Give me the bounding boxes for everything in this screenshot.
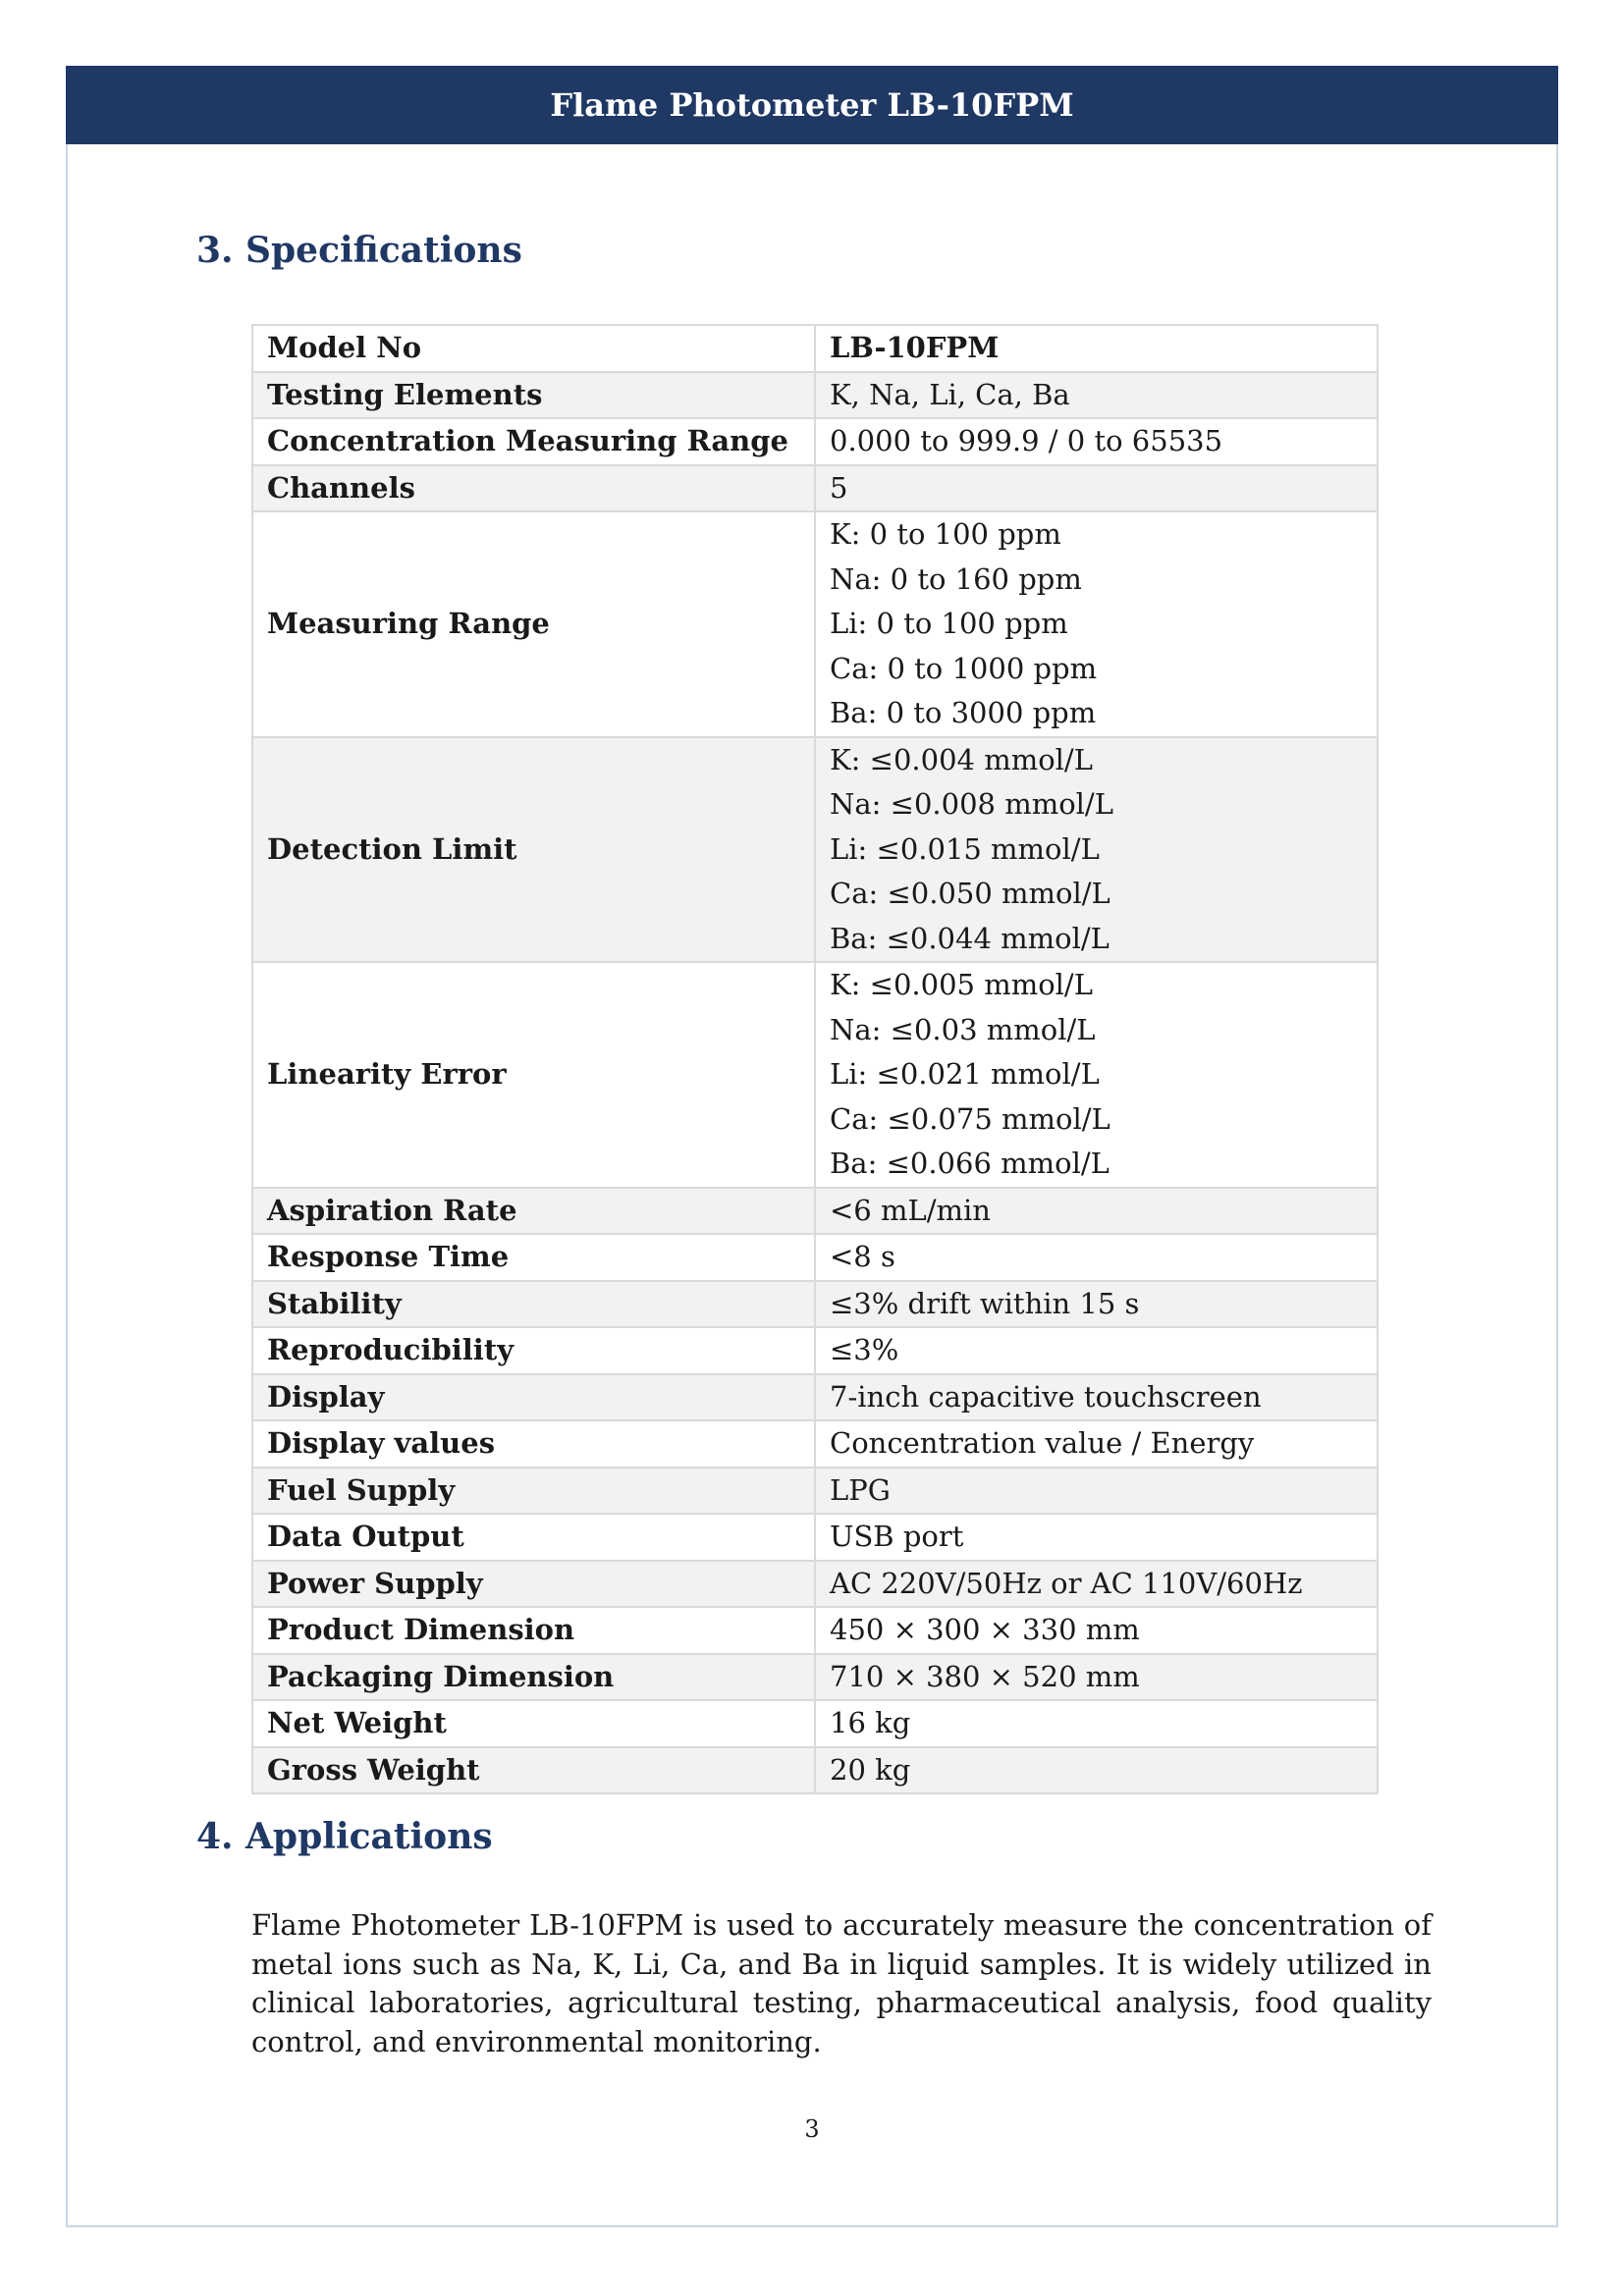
spec-value: Concentration value / Energy	[815, 1420, 1378, 1468]
spec-value	[815, 962, 1378, 1188]
table-row	[252, 1607, 1378, 1654]
spec-value: LB-10FPM	[815, 325, 1378, 372]
spec-label: Display	[252, 1374, 815, 1421]
table-row	[252, 737, 1378, 963]
spec-value: 16 kg	[815, 1700, 1378, 1747]
table-row	[252, 372, 1378, 419]
spec-label: Response Time	[252, 1234, 815, 1281]
spec-label: Stability	[252, 1281, 815, 1328]
document-title: Flame Photometer LB-10FPM	[550, 86, 1074, 124]
header-bar	[66, 66, 1558, 144]
spec-label: Testing Elements	[252, 372, 815, 419]
spec-label: Gross Weight	[252, 1747, 815, 1794]
spec-label: Concentration Measuring Range	[252, 418, 815, 465]
spec-label: Display values	[252, 1420, 815, 1468]
page-number: 3	[804, 2115, 820, 2143]
spec-value-line: Ba: ≤0.044 mmol/L	[830, 921, 1110, 955]
spec-value: K, Na, Li, Ca, Ba	[815, 372, 1378, 419]
applications-paragraph: Flame Photometer LB-10FPM is used to accurately measure the concentration of metal ions such as Na, K, Li, Ca, and Ba in liquid samples. It is widely utilized in clinical laboratories, agricultural testing, pharmaceutical analysis, food quality control, and environmental monitoring.	[251, 1908, 1432, 2058]
spec-value: 450 × 300 × 330 mm	[815, 1607, 1378, 1654]
table-row	[252, 1468, 1378, 1515]
table-row	[252, 1700, 1378, 1747]
table-row	[252, 1374, 1378, 1421]
table-row	[252, 511, 1378, 737]
section-number: 4.	[196, 1816, 234, 1857]
spec-value: 5	[815, 465, 1378, 512]
spec-label: Channels	[252, 465, 815, 512]
table-row	[252, 1561, 1378, 1608]
spec-value: ≤3% drift within 15 s	[815, 1281, 1378, 1328]
table-row	[252, 325, 1378, 372]
spec-value: 0.000 to 999.9 / 0 to 65535	[815, 418, 1378, 465]
spec-value-line: Li: ≤0.021 mmol/L	[830, 1057, 1100, 1091]
table-row	[252, 1654, 1378, 1701]
spec-value	[815, 737, 1378, 963]
section-number: 3.	[196, 230, 234, 271]
spec-value: <6 mL/min	[815, 1188, 1378, 1235]
table-row	[252, 465, 1378, 512]
spec-value: <8 s	[815, 1234, 1378, 1281]
section-title: Applications	[245, 1816, 493, 1857]
spec-value-line: K: ≤0.005 mmol/L	[830, 968, 1093, 1001]
spec-value-line: K: ≤0.004 mmol/L	[830, 742, 1093, 776]
spec-label: Packaging Dimension	[252, 1654, 815, 1701]
spec-label: Fuel Supply	[252, 1468, 815, 1515]
spec-value-line: Na: ≤0.008 mmol/L	[830, 787, 1113, 821]
table-row	[252, 1747, 1378, 1794]
spec-value-line: Ca: ≤0.050 mmol/L	[830, 877, 1110, 910]
spec-label: Measuring Range	[252, 511, 815, 737]
spec-value: USB port	[815, 1514, 1378, 1561]
spec-label: Reproducibility	[252, 1327, 815, 1374]
table-row	[252, 418, 1378, 465]
spec-label: Net Weight	[252, 1700, 815, 1747]
spec-label: Data Output	[252, 1514, 815, 1561]
spec-value: ≤3%	[815, 1327, 1378, 1374]
spec-value-line: Li: 0 to 100 ppm	[830, 607, 1068, 640]
spec-value-line: Ca: 0 to 1000 ppm	[830, 651, 1098, 685]
spec-value-line: Li: ≤0.015 mmol/L	[830, 831, 1100, 866]
table-row	[252, 1327, 1378, 1374]
specifications-table	[251, 324, 1379, 1794]
table-row	[252, 1281, 1378, 1328]
spec-value-line: Ba: ≤0.066 mmol/L	[830, 1147, 1110, 1180]
spec-label: Power Supply	[252, 1561, 815, 1608]
table-row	[252, 962, 1378, 1188]
spec-label: Linearity Error	[252, 962, 815, 1188]
spec-value-line: Ca: ≤0.075 mmol/L	[830, 1101, 1110, 1136]
spec-value-line: Na: 0 to 160 ppm	[830, 561, 1082, 596]
spec-value: 7-inch capacitive touchscreen	[815, 1374, 1378, 1421]
spec-value-line: Ba: 0 to 3000 ppm	[830, 696, 1097, 729]
table-row	[252, 1188, 1378, 1235]
section-title: Specifications	[245, 230, 522, 271]
table-row	[252, 1514, 1378, 1561]
spec-label: Detection Limit	[252, 737, 815, 963]
spec-value: 20 kg	[815, 1747, 1378, 1794]
table-row	[252, 1420, 1378, 1468]
spec-value-line: K: 0 to 100 ppm	[830, 517, 1061, 551]
applications-heading	[196, 1816, 493, 1857]
spec-label: Product Dimension	[252, 1607, 815, 1654]
table-row	[252, 1234, 1378, 1281]
spec-value: AC 220V/50Hz or AC 110V/60Hz	[815, 1561, 1378, 1608]
spec-value: LPG	[815, 1468, 1378, 1515]
spec-label: Model No	[252, 325, 815, 372]
spec-label: Aspiration Rate	[252, 1188, 815, 1235]
specifications-heading	[196, 230, 522, 271]
spec-value	[815, 511, 1378, 737]
spec-value-line: Na: ≤0.03 mmol/L	[830, 1012, 1096, 1046]
spec-value: 710 × 380 × 520 mm	[815, 1654, 1378, 1701]
